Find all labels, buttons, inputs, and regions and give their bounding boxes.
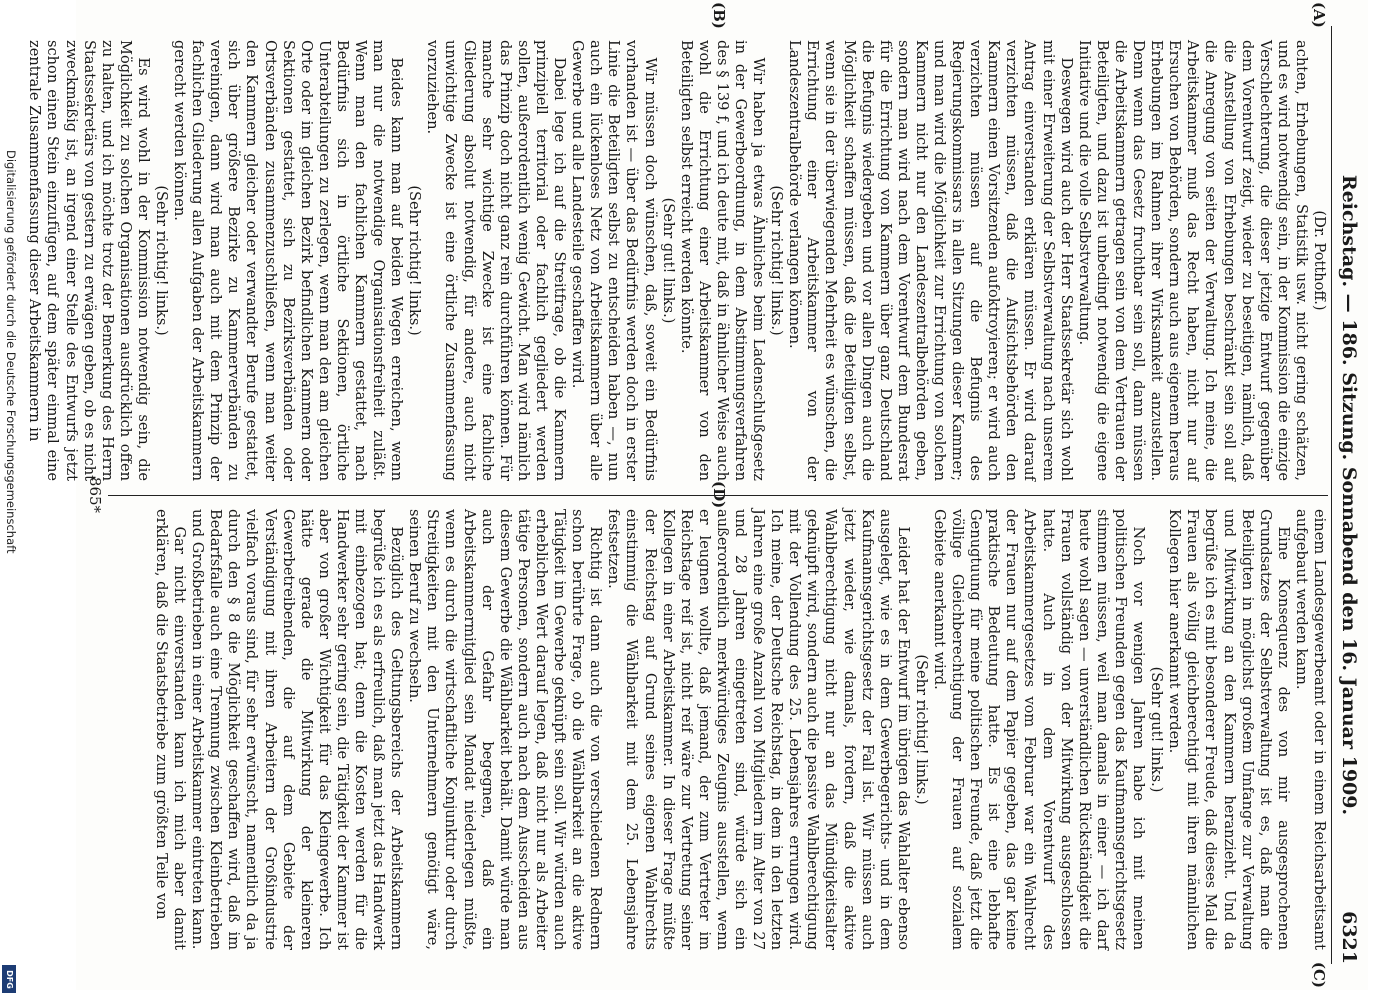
dfg-logo-text: DFG bbox=[4, 969, 14, 989]
margin-marker-b: (B) bbox=[710, 2, 728, 29]
paragraph: Richtig ist dann auch die von verschiedenen Rednern schon berührte Frage, ob die Wählbarkeit an die aktive Tätigkeit im Gewerbe geknüpft sein soll. Wir würden auch erheblichen Wert darauf legen, daß nicht nur als Arbeiter tätige Personen, sondern auch nach dem Ausscheiden aus diesem Gewerbe die Wählbarkeit behält. Damit würde man auch der Gefahr begegnen, daß ein Arbeitskammermitglied sein Mandat niederlegen müßte, wenn es durch die wirtschaftliche Konjunktur oder durch Streitigkeiten mit den Unternehmern genötigt wäre, seinen Beruf zu wechseln. bbox=[406, 509, 605, 950]
page-number: 6321 bbox=[1338, 911, 1360, 964]
paragraph: Bezüglich des Geltungsbereichs der Arbeitskammern begrüße ich es als erfreulich, daß man jetzt das Handwerk mit einbezogen hat; denn die Kosten werden für die Handwerker sehr gering sein, die Tätigkeit der Kammer ist aber von großer Wichtigkeit für das Kleingewerbe. Ich hätte gerade die Mitwirkung der kleineren Gewerbetreibenden, die auf dem Gebiete der Verständigung mit ihren Arbeitern der Großindustrie vielfach voraus sind, für sehr erwünscht, namentlich da ja durch den § 8 die Möglichkeit geschaffen wird, daß im Bedarfsfalle auch eine Trennung zwischen Kleinbetrieben und Großbetrieben in einer Arbeitskammer eintreten kann. bbox=[189, 509, 406, 950]
interjection: (Sehr richtig! links.) bbox=[912, 654, 930, 805]
interjection: (Sehr richtig! links.) bbox=[153, 185, 170, 336]
credit-text: Digitalisierung gefördert durch die Deutsche Forschungsgemeinschaft bbox=[4, 150, 18, 554]
paragraph: Dabei lege ich auf die Streitfrage, ob die Kammern prinzipiell territorial oder fachlich gegliedert werden sollen, außerordentlich wenig Gewicht. Man wird nämlich das Prinzip doch nicht ganz rein durchführen können. Für manche sehr wichtige Zwecke ist eine fachliche Gliederung absolut notwendig, für andere, auch nicht unwichtige Zwecke ist eine örtliche Zusammenfassung vorzuziehen. bbox=[424, 40, 569, 481]
interjection: (Sehr richtig! links.) bbox=[768, 185, 786, 336]
page-header bbox=[1331, 26, 1360, 964]
interjection: (Sehr gut! links.) bbox=[659, 197, 677, 324]
paragraph: achten, Erhebungen, Statistik usw. nicht gering schätzen, und es wird notwendig sein, in der Kommission die einzige Verschlechterung, die dieser jetzige Entwurf gegenüber dem Vorentwurf zeigt, wieder zu beseitigen, nämlich, daß die Anstellung von Erhebungen beschränkt sein soll auf die Anregung von seiten der Verwaltung. Ich meine, die Arbeitskammer muß das Recht haben, nicht nur auf Ersuchen von Behörden, sondern auch aus eigenem heraus Erhebungen im Rahmen ihrer Wirksamkeit anzustellen. Denn wenn das Gesetz fruchtbar sein soll, dann müssen die Arbeitskammern getragen sein von dem Vertrauen der Beteiligten, und dazu ist unbedingt notwendig die eigene Initiative und die volle Selbstverwaltung. bbox=[1075, 40, 1310, 481]
paragraph: Noch vor wenigen Jahren habe ich mit meinen politischen Freunden gegen das Kaufmannsgerichtsgesetz stimmen müssen, weil man damals in einer — ich darf heute wohl sagen — unverständlichen Rückständigkeit die Frauen vollständig von der Mitwirkung ausgeschlossen hatte. Auch in dem Vorentwurf des Arbeitskammergesetzes vom Februar war ein Wahlrecht der Frauen nur auf dem Papier gegeben, das gar keine praktische Bedeutung hatte. Es ist eine lebhafte Genugtuung für meine politischen Freunde, daß jetzt die völlige Gleichberechtigung der Frauen auf sozialem Gebiete anerkannt wird. bbox=[931, 509, 1148, 950]
footer-page-number: 865* bbox=[86, 476, 104, 514]
speaker-name: (Dr. Potthoff.) bbox=[1311, 210, 1328, 311]
paragraph: Gar nicht einverstanden kann ich mich aber damit erklären, daß die Staatsbetriebe zum größten Teile von bbox=[153, 509, 189, 950]
digitization-credit bbox=[2, 150, 22, 980]
margin-marker-a: (A) bbox=[1310, 2, 1328, 28]
interjection: (Sehr richtig! links.) bbox=[406, 185, 424, 336]
scanned-page bbox=[26, 0, 1368, 990]
paragraph: Leider hat der Entwurf im übrigen das Wahlalter ebenso ausgelegt, wie es in dem Gewerbegerichts- und in dem Kaufmannsgerichtsgesetz der Fall ist. Wir müssen auch jetzt wieder, wie damals, fordern, daß die aktive Wahlberechtigung nicht nur an das Mündigkeitsalter geknüpft wird, sondern auch die passive Wahlberechtigung mit der Vollendung des 25. Lebensjahres errungen wird. Ich meine, der Deutsche Reichstag, in dem in den letzten Jahren eine große Anzahl von Mitgliedern im Alter von 27 und 28 Jahren eingetreten sind, würde sich ein außerordentlich merkwürdiges Zeugnis ausstellen, wenn er leugnen wollte, daß jemand, der zum Vertreter im Reichstage reif ist, nicht reif wäre zur Vertretung seiner Kollegen in einer Arbeitskammer. In dieser Frage müßte der Reichstag auf Grund seines eigenen Wahlrechts einstimmig die Wählbarkeit mit dem 25. Lebensjahre festsetzen. bbox=[605, 509, 912, 950]
right-column bbox=[108, 495, 1328, 964]
header-title: Reichstag. — 186. Sitzung. Sonnabend den 16. Januar 1909. bbox=[1338, 174, 1360, 816]
paragraph: Deswegen wird auch der Herr Staatssekretär sich wohl mit einer Erweiterung der Selbstverwaltung nach unserem Antrag einverstanden erklären müssen. Er wird darauf verzichten müssen, daß die Aufsichtsbehörden den Kammern einen Vorsitzenden aufoktroyieren; er wird auch verzichten müssen auf die Befugnis des Regierungskommissars in allen Sitzungen dieser Kammer; und man wird die Möglichkeit zur Errichtung von solchen Kammern nicht nur den Landeszentralbehörden geben, sondern man wird nach dem Vorentwurf dem Bundesrat für die Errichtung von Kammern über ganz Deutschland die Befugnis wiedergeben und vor allen Dingen auch die Möglichkeit schaffen müssen, daß die Beteiligten selbst, wenn sie in der überwiegenden Mehrheit es wünschen, die Errichtung einer Arbeitskammer von der Landeszentralbehörde verlangen können. bbox=[786, 40, 1075, 481]
dfg-logo bbox=[2, 965, 16, 993]
paragraph: Eine Konsequenz des von mir ausgesprochenen Grundsatzes der Selbstverwaltung ist es, daß man die Beteiligten in möglichst großem Umfange zur Verwaltung und Mitwirkung an den Kammern heranzieht. Und da begrüße ich es mit besonderer Freude, daß dieses Mal die Frauen als völlig gleichberechtigt mit ihren männlichen Kollegen hier anerkannt werden. bbox=[1166, 509, 1292, 950]
paragraph: Wir haben ja etwas Ähnliches beim Ladenschlußgesetz in der Gewerbeordnung, in dem Abstimmungsverfahren des § 139 f, und ich deute mit, daß in ähnlicher Weise auch wohl die Errichtung einer Arbeitskammer von den Beteiligten selbst erreicht werden könnte. bbox=[677, 40, 768, 481]
margin-marker-c: (C) bbox=[1310, 961, 1328, 988]
paragraph: einem Landesgewerbeamt oder in einem Reichsarbeitsamt aufgebaut werden kann. bbox=[1292, 509, 1328, 950]
paragraph: Wir müssen doch wünschen, daß, soweit ein Bedürfnis vorhanden ist — über das Bedürfnis werden doch in erster Linie die Beteiligten selbst zu entscheiden haben —, nun auch ein lückenloses Netz von Arbeitskammern über alle Gewerbe und alle Landesteile geschaffen wird. bbox=[569, 40, 659, 481]
paragraph: Es wird wohl in der Kommission notwendig sein, die Möglichkeit zu solchen Organisationen ausdrücklich offen zu halten, und ich möchte trotz der Bemerkung des Herrn Staatssekretärs von gestern zu erwägen geben, ob es nicht zweckmäßig ist, an irgend einer Stelle des Entwurfs jetzt schon einen Stein einzufügen, auf dem später einmal eine zentrale Zusammenfassung dieser Arbeitskammern in bbox=[26, 40, 152, 481]
interjection: (Sehr gut! links.) bbox=[1148, 666, 1166, 793]
paragraph: Beides kann man auf beiden Wegen erreichen, wenn man nur die notwendige Organisationsfreiheit zuläßt. Wenn man den fachlichen Kammern gestattet, nach Bedürfnis sich in örtliche Sektionen, örtliche Unterabteilungen zu zerlegen, wenn man den am gleichen Orte oder im gleichen Bezirk befindlichen Kammern oder Sektionen gestattet, sich zu Bezirksverbänden oder Ortsverbänden zusammenzuschließen, wenn man weiter den Kammern gleicher oder verwandter Berufe gestattet, sich über größere Bezirke zu Kammerverbänden zu vereinigen, dann wird man auch mit dem Prinzip der fachlichen Gliederung allen Aufgaben der Arbeitskammern gerecht werden können. bbox=[171, 40, 406, 481]
margin-marker-d: (D) bbox=[710, 481, 728, 509]
